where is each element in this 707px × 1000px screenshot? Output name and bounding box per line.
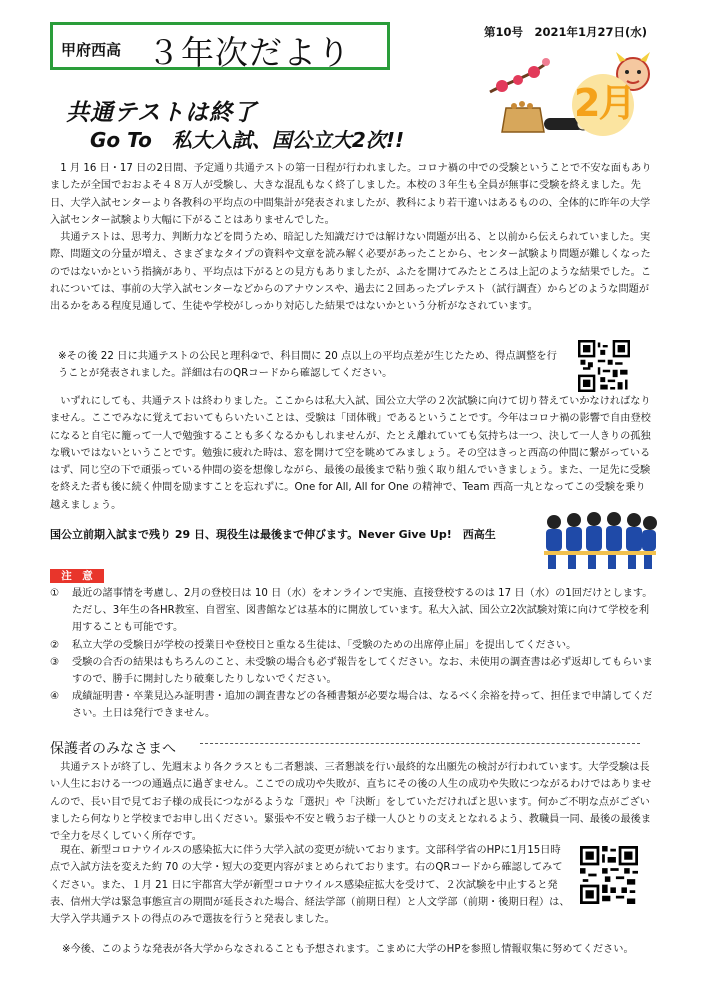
team-huddle-illustration	[540, 510, 660, 572]
month-badge: 2月	[574, 81, 635, 125]
main-message-section	[50, 393, 655, 514]
guardians-heading: 保護者のみなさまへ	[50, 741, 176, 757]
countdown-message: 国公立前期入試まで残り 29 日、現役生は最後まで伸びます。Never Give Up! 西高生	[50, 528, 496, 541]
list-item: ① 最近の諸事情を考慮し、2月の登校日は 10 日（水）をオンラインで実施、直接登校するのは 17 日（水）の1回だけとします。ただし、3年生の各HR教室、自習室、図書館などは基本的に開放しています。私大入試、国公立2次試験対策に向けて学校を利用することも可能です。	[50, 588, 653, 634]
caution-label: 注 意	[50, 569, 104, 583]
headline-secondary: Go To 私大入試、国公立大2次!!	[90, 128, 405, 152]
newsletter-title: ３年次だより	[147, 33, 351, 72]
section-divider	[200, 743, 640, 744]
headline-primary: 共通テストは終了	[66, 100, 258, 126]
admissions-changes-section	[50, 842, 570, 928]
guardians-paragraph: 現在、新型コロナウイルスの感染拡大に伴う大学入試の変更が続いております。文部科学省のHPに1月15日時点で入試方法を変えた約 70 の大学・短大の変更内容がまとめられております。右のQRコードから確認してみてください。また、１月 21 日に宇都宮大学が新型コロナウイルス感染症拡大を受けて、２次試験を中止すると発表、信州大学は緊急事態宣言の期間が延長された場合、経法学部（前期日程）と人文学部（前期・後期日程）は、大学入学共通テストの得点のみで選抜を行うと発表しました。	[50, 845, 570, 926]
intro-paragraph: 共通テストは、思考力、判断力などを問うため、暗記した知識だけでは解けない問題が出る、と以前から伝えられていました。実際、問題文の分量が増え、さまざまなタイプの資料や文章を読み解く必要があったことから、センター試験より問題が難しくなったのではないかという指摘があり、平均点は下がるとの見方もありましたが、ふたを開けてみたところは上記のような結果でした。これについては、事前の大学入試センターなどからのアナウンスや、過去に２回あったプレテスト（試行調査）からどのような問題が出るかをある程度見通して、生徒や学校がしっかり対応した結果ではないかという分析がなされています。	[50, 232, 652, 313]
main-message: いずれにしても、共通テストは終わりました。ここからは私大入試、国公立大学の２次試験に向けて切り替えていかなければなりません。ここでみなに覚えておいてもらいたいことは、受験は「団体戦」であるということです。今年はコロナ禍の影響で自由登校になると自宅に籠って一人で勉強することも多くなるかもしれませんが、たとえ離れていても気持ちは一つ、決して一人きりの孤独な戦いではないということです。勉強に疲れた時は、窓を開けて空を眺めてみましょう。その空はきっと西高の仲間に繋がっているはず、同じ空の下で頑張っている仲間の姿を想像しながら、最後の最後まで粘り強く取り組んでいきましょう。また、一足先に受験を終えた者も後に続く仲間を励ますことを忘れずに。One for All, All for One の精神で、Team 西高一丸となってこの受験を乗り越えましょう。	[50, 396, 651, 511]
issue-date: 第10号 2021年1月27日(水)	[484, 25, 648, 39]
list-item: ④ 成績証明書・卒業見込み証明書・追加の調査書などの各種書類が必要な場合は、なるべく余裕を持って、担任まで申請してください。土日は発行できません。	[50, 691, 653, 720]
score-adjustment-note: ※その後 22 日に共通テストの公民と理科②で、科目間に 20 点以上の平均点差が生じたため、得点調整を行うことが発表されました。詳細は右のQRコードから確認してください。	[58, 350, 557, 379]
newsletter-title-box	[50, 22, 390, 70]
intro-section	[50, 160, 655, 316]
list-item: ③ 受験の合否の結果はもちろんのこと、未受験の場合も必ず報告をしてください。なお、未使用の調査書は必ず返却してもらいますので、勝手に開封したり破棄したりしないでください。	[50, 656, 653, 686]
intro-paragraph: 1 月 16 日・17 日の2日間、予定通り共通テストの第一日程が行われました。コロナ禍の中での受験ということで不安な面もありましたが全国でおおよそ４８万人が受験し、大きな混乱もなく終了しました。本校の３年生も全員が無事に受験を終えました。先日、大学入試センターより各教科の平均点の中間集計が発表されましたが、教科により若干違いはあるものの、全体的に昨年の大学入試センター試験より大幅に下がることはありませんでした。	[50, 163, 652, 226]
caution-list	[50, 585, 655, 723]
qr-code-icon[interactable]	[580, 846, 638, 904]
school-name: 甲府西高	[61, 41, 122, 59]
guardians-section	[50, 759, 655, 845]
qr-code-icon[interactable]	[578, 340, 630, 392]
guardians-paragraph: 共通テストが終了し、先週末より各クラスとも二者懇談、三者懇談を行い最終的な出願先の検討が行われています。大学受験は長い人生における一つの通過点に過ぎません。ここでの成功や失敗が、直ちにその後の人生の成功や失敗につながるわけではありませんので、長い目で見てお子様の成長につながるような「選択」や「決断」をしていただければと思います。何かご不明な点がございましたら何なりと学校までお申し出ください。緊張や不安と戦うお子様一人ひとりの支えとなれるよう、教職員一同、最後の最後まで全力を尽くしていく所存です。	[50, 762, 652, 843]
list-item: ② 私立大学の受験日が学校の授業日や登校日と重なる生徒は、「受験のための出席停止届」を提出してください。	[50, 639, 577, 651]
guardians-note: ※今後、このような発表が各大学からなされることも予想されます。こまめに大学のHPを参照し情報収集に努めてください。	[62, 944, 634, 955]
